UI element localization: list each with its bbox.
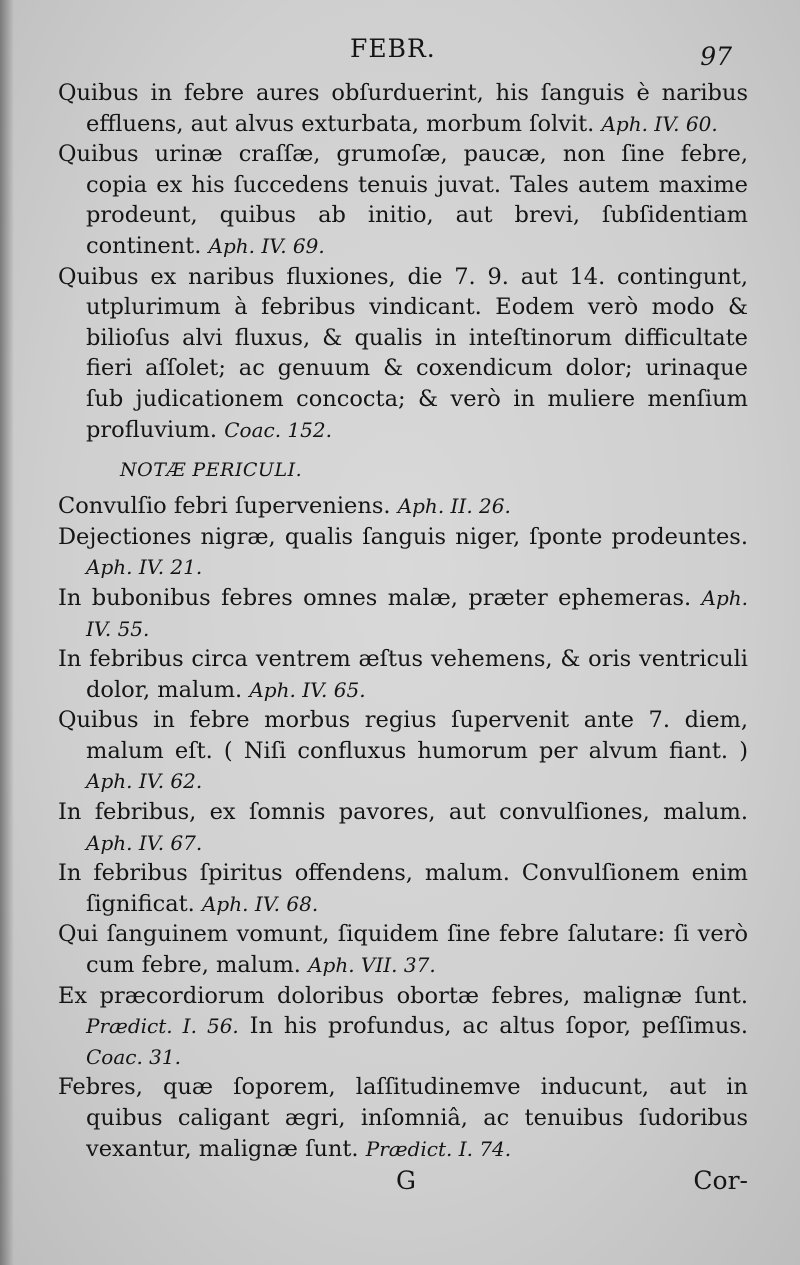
aphorism-entry: Quibus urinæ craſſæ, grumoſæ, paucæ, non ſine febre, copia ex his ſuccedens tenuis juvat. Tales autem maxime prodeunt, quibus ab initio, aut brevi, ſubſidentiam continent. Aph. IV. 69. (58, 141, 748, 259)
aphorism-entry: Quibus in febre morbus regius ſupervenit ante 7. diem, malum eſt. ( Niſi confluxus humorum per alvum fiant. ) Aph. IV. 62. (58, 707, 748, 794)
citation: Aph. VII. 37. (308, 953, 436, 978)
aphorism-entry: In febribus ſpiritus offendens, malum. Convulſionem enim ſignificat. Aph. IV. 68. (58, 860, 748, 917)
citation: Prædict. I. 56. (86, 1014, 239, 1039)
page-body (58, 78, 748, 1164)
aphorism-entry: Quibus in febre aures obſurduerint, his ſanguis è naribus effluens, aut alvus exturbata, morbum ſolvit. Aph. IV. 60. (58, 80, 748, 137)
aphorism-entry: Quibus ex naribus fluxiones, die 7. 9. aut 14. contingunt, utplurimum à febribus vindicant. Eodem verò modo & bilioſus alvi fluxus, & qualis in inteſtinorum difficultate fieri aſſolet; ac genuum & coxendicum dolor; urinaque ſub judicationem concocta; & verò in muliere menſium profluvium. Coac. 152. (58, 263, 748, 443)
running-head: FEBR. (350, 34, 436, 63)
aphorism-entry: In bubonibus febres omnes malæ, præter ephemeras. Aph. IV. 55. (58, 584, 748, 641)
page-header (50, 34, 740, 74)
citation: Coac. 152. (224, 417, 332, 442)
citation: Aph. IV. 55. (86, 585, 748, 641)
page-footer (58, 1162, 748, 1198)
citation: Aph. IV. 69. (208, 233, 325, 258)
citation: Aph. IV. 62. (86, 769, 203, 794)
citation: Aph. II. 26. (397, 494, 511, 519)
citation: Aph. IV. 65. (249, 677, 366, 702)
citation: Aph. IV. 68. (201, 891, 319, 916)
aphorism-entry: In febribus, ex ſomnis pavores, aut convulſiones, malum. Aph. IV. 67. (58, 799, 748, 855)
citation: Aph. IV. 21. (86, 555, 203, 580)
aphorism-entry: Febres, quæ ſoporem, laſſitudinemve inducunt, aut in quibus caligant ægri, inſomniâ, ac tenuibus ſudoribus vexantur, malignæ ſunt. Prædict. I. 74. (58, 1074, 748, 1162)
citation: Prædict. I. 74. (365, 1136, 512, 1161)
aphorism-entry: Convulſio febri ſuperveniens. Aph. II. 26. (58, 493, 511, 520)
catchword: Cor- (693, 1166, 748, 1195)
aphorism-entry: In febribus circa ventrem æſtus vehemens, & oris ventriculi dolor, malum. Aph. IV. 65. (58, 646, 748, 703)
section-title: NOTÆ PERICULI. (120, 459, 303, 482)
citation: Coac. 31. (86, 1044, 181, 1069)
aphorism-entry: Qui ſanguinem vomunt, ſiquidem ſine febre ſalutare: ſi verò cum febre, malum. Aph. VII. 37. (58, 921, 748, 979)
citation: Aph. IV. 67. (86, 830, 203, 855)
binding-shadow (0, 0, 14, 1265)
page-number: 97 (700, 42, 732, 71)
aphorism-entry: Dejectiones nigræ, qualis ſanguis niger, ſponte prodeuntes. Aph. IV. 21. (58, 523, 748, 580)
citation: Aph. IV. 60. (601, 111, 718, 136)
aphorism-entry: Ex præcordiorum doloribus obortæ febres, malignæ ſunt. Prædict. I. 56. In his profundus, ac altus ſopor, peſſimus. Coac. 31. (58, 982, 749, 1069)
signature-mark: G (396, 1166, 416, 1195)
